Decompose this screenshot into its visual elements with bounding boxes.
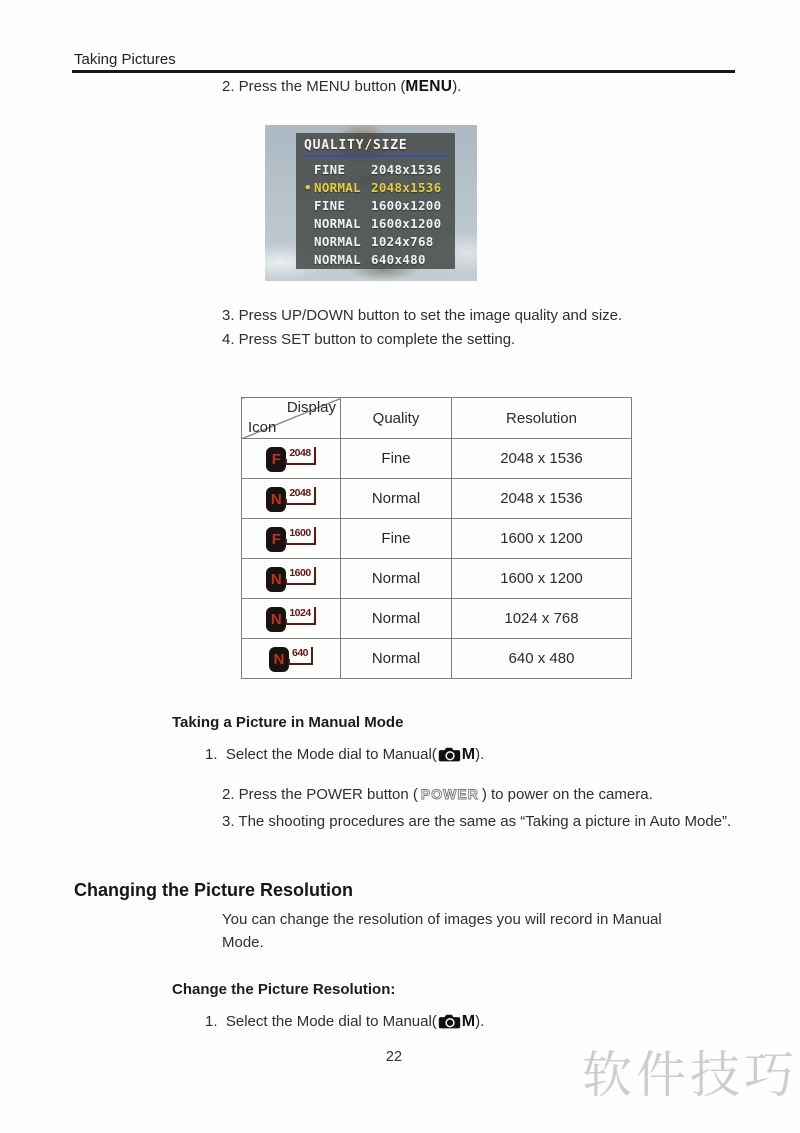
table-row <box>242 639 632 679</box>
watermark: 软件技巧 <box>582 1046 798 1104</box>
page-number: 22 <box>385 1049 403 1065</box>
table-row <box>242 479 632 519</box>
lcd-screenshot <box>265 125 477 281</box>
header-rule <box>72 70 735 73</box>
table-row <box>242 559 632 599</box>
table-header-display-icon: Display Icon <box>242 398 341 439</box>
step-2 <box>222 78 461 96</box>
quality-cell: Normal <box>341 639 452 679</box>
change-resolution-subheading: Change the Picture Resolution: <box>172 981 396 998</box>
resolution-cell: 1600 x 1200 <box>452 519 632 559</box>
step-2-text-after: ). <box>452 78 462 95</box>
icon-cell <box>242 519 341 559</box>
lcd-menu-title: QUALITY/SIZE <box>304 138 408 153</box>
camera-icon <box>438 1013 461 1033</box>
resolution-step-1-text: 1. Select the Mode dial to Manual( <box>205 1013 437 1030</box>
resolution-cell: 1024 x 768 <box>452 599 632 639</box>
lcd-menu-item: NORMAL 1024x768 <box>314 234 434 249</box>
lcd-menu-item: NORMAL 1600x1200 <box>314 216 442 231</box>
manual-step-3: 3. The shooting procedures are the same as “Taking a picture in Auto Mode”. <box>222 813 732 830</box>
resolution-cell: 2048 x 1536 <box>452 479 632 519</box>
quality-size-icon: F 2048 <box>266 446 315 472</box>
quality-size-icon: N 1024 <box>266 606 315 632</box>
manual-step-2-text: 2. Press the POWER button ( <box>222 786 418 803</box>
manual-step-2-text-after: ) to power on the camera. <box>481 786 653 803</box>
lcd-title-underline <box>304 155 449 157</box>
manual-mode-heading: Taking a Picture in Manual Mode <box>172 714 404 731</box>
menu-button-label: MENU <box>405 78 453 95</box>
step-4: 4. Press SET button to complete the setting. <box>222 331 516 348</box>
table-header-quality: Quality <box>341 398 452 439</box>
lcd-menu-item-selected: • NORMAL 2048x1536 <box>304 180 442 195</box>
icon-cell <box>242 479 341 519</box>
selection-bullet-icon: • <box>304 180 312 195</box>
quality-size-icon: N 640 <box>269 646 313 672</box>
power-button-label: POWER <box>420 786 479 802</box>
lcd-menu-item: FINE 1600x1200 <box>314 198 442 213</box>
icon-cell <box>242 599 341 639</box>
changing-resolution-body: You can change the resolution of images you will record in Manual Mode. <box>222 911 662 951</box>
resolution-step-1 <box>205 1013 484 1033</box>
table-header-resolution: Resolution <box>452 398 632 439</box>
icon-cell <box>242 639 341 679</box>
manual-mode-letter: M <box>461 1013 476 1030</box>
quality-size-icon: N 1600 <box>266 566 315 592</box>
lcd-menu-item: NORMAL 640x480 <box>314 252 426 267</box>
lcd-quality-size-menu <box>296 133 455 269</box>
resolution-cell: 640 x 480 <box>452 639 632 679</box>
quality-size-icon: N 2048 <box>266 486 315 512</box>
icon-cell <box>242 559 341 599</box>
manual-step-1 <box>205 746 484 766</box>
quality-cell: Fine <box>341 519 452 559</box>
resolution-step-1-text-after: ). <box>475 1013 485 1030</box>
lcd-menu-item: FINE 2048x1536 <box>314 162 442 177</box>
quality-cell: Normal <box>341 599 452 639</box>
manual-step-1-text: 1. Select the Mode dial to Manual( <box>205 746 437 763</box>
resolution-cell: 1600 x 1200 <box>452 559 632 599</box>
icon-cell <box>242 439 341 479</box>
quality-cell: Normal <box>341 479 452 519</box>
resolution-cell: 2048 x 1536 <box>452 439 632 479</box>
table-header-row <box>242 398 632 439</box>
table-row <box>242 599 632 639</box>
camera-icon <box>438 746 461 766</box>
page-header: Taking Pictures <box>74 51 176 68</box>
step-2-text: 2. Press the MENU button ( <box>222 78 406 95</box>
quality-size-icon: F 1600 <box>266 526 315 552</box>
quality-cell: Normal <box>341 559 452 599</box>
changing-resolution-heading: Changing the Picture Resolution <box>74 880 354 900</box>
table-row <box>242 519 632 559</box>
quality-cell: Fine <box>341 439 452 479</box>
table-row <box>242 439 632 479</box>
manual-step-2 <box>222 786 653 803</box>
quality-resolution-table <box>241 397 632 679</box>
manual-step-1-text-after: ). <box>475 746 485 763</box>
manual-mode-letter: M <box>461 746 476 763</box>
step-3: 3. Press UP/DOWN button to set the image quality and size. <box>222 307 623 324</box>
